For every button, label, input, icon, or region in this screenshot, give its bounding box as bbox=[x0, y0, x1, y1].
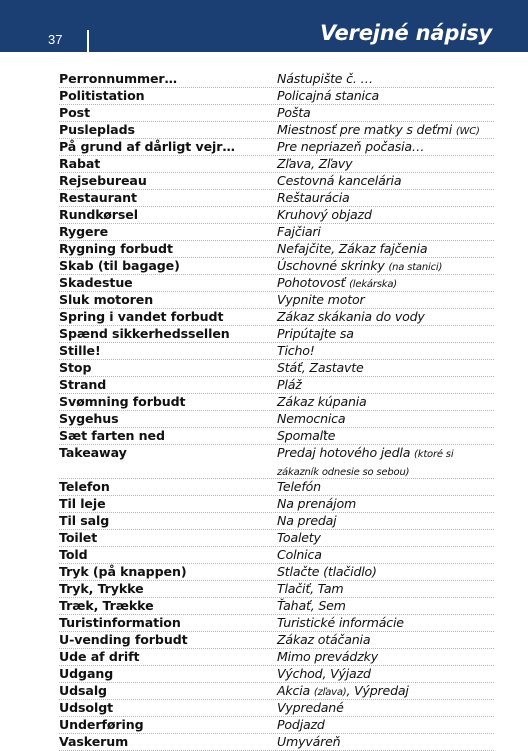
translation-note: (WC) bbox=[455, 126, 480, 137]
danish-term: Spring i vandet forbudt bbox=[59, 309, 224, 324]
list-item bbox=[59, 649, 494, 666]
translation-text: Ťahať, Sem bbox=[277, 598, 346, 613]
page-header bbox=[0, 0, 528, 52]
list-item bbox=[59, 479, 494, 496]
slovak-translation bbox=[277, 190, 494, 206]
list-item bbox=[59, 377, 494, 394]
danish-term: Politistation bbox=[59, 88, 145, 103]
list-item bbox=[59, 717, 494, 734]
danish-term: Ude af drift bbox=[59, 649, 140, 664]
translation-text: Pre nepriazeň počasia… bbox=[277, 139, 425, 154]
danish-term: Underføring bbox=[59, 717, 144, 732]
danish-term: Træk, Trække bbox=[59, 598, 154, 613]
list-item bbox=[59, 173, 494, 190]
danish-term: Rabat bbox=[59, 156, 101, 171]
translation-text: Cestovná kancelária bbox=[277, 173, 402, 188]
list-item bbox=[59, 309, 494, 326]
translation-text: Predaj hotového jedla bbox=[277, 445, 411, 460]
slovak-translation bbox=[277, 513, 494, 529]
translation-text: Policajná stanica bbox=[277, 88, 380, 103]
slovak-translation bbox=[277, 632, 494, 648]
danish-term: På grund af dårligt vejr… bbox=[59, 139, 235, 154]
list-item bbox=[59, 275, 494, 292]
danish-term: Udsalg bbox=[59, 683, 107, 698]
list-item bbox=[59, 615, 494, 632]
translation-note: (na stanici) bbox=[388, 262, 443, 273]
translation-text: Na prenájom bbox=[277, 496, 357, 511]
list-item bbox=[59, 241, 494, 258]
danish-term: Telefon bbox=[59, 479, 110, 494]
translation-text: Fajčiari bbox=[277, 224, 321, 239]
danish-term: Rundkørsel bbox=[59, 207, 138, 222]
translation-note: (ktoré si zákazník odnesie so sebou) bbox=[277, 449, 454, 478]
list-item bbox=[59, 258, 494, 275]
slovak-translation bbox=[277, 377, 494, 393]
list-item bbox=[59, 530, 494, 547]
list-item bbox=[59, 734, 494, 751]
section-title: Verejné nápisy bbox=[319, 21, 492, 45]
slovak-translation bbox=[277, 615, 494, 631]
slovak-translation bbox=[277, 598, 494, 614]
danish-term: Tryk (på knappen) bbox=[59, 564, 187, 579]
danish-term: Til salg bbox=[59, 513, 110, 528]
translation-text: Colnica bbox=[277, 547, 322, 562]
translation-text: Nefajčite, Zákaz fajčenia bbox=[277, 241, 428, 256]
slovak-translation bbox=[277, 88, 494, 104]
list-item bbox=[59, 564, 494, 581]
danish-term: Told bbox=[59, 547, 88, 562]
slovak-translation bbox=[277, 734, 494, 750]
slovak-translation bbox=[277, 530, 494, 546]
slovak-translation bbox=[277, 241, 494, 257]
slovak-translation bbox=[277, 666, 494, 682]
translation-text: Zľava, Zľavy bbox=[277, 156, 353, 171]
translation-text: Nástupište č. … bbox=[277, 71, 373, 86]
translation-text: Mimo prevádzky bbox=[277, 649, 378, 664]
slovak-translation bbox=[277, 717, 494, 733]
list-item bbox=[59, 343, 494, 360]
slovak-translation bbox=[277, 700, 494, 716]
slovak-translation bbox=[277, 224, 494, 240]
list-item bbox=[59, 139, 494, 156]
translation-text: Akcia bbox=[277, 683, 311, 698]
list-item bbox=[59, 71, 494, 88]
danish-term: Rejsebureau bbox=[59, 173, 147, 188]
list-item bbox=[59, 632, 494, 649]
danish-term: Vaskerum bbox=[59, 734, 129, 749]
slovak-translation bbox=[277, 156, 494, 172]
translation-text: Stlačte (tlačidlo) bbox=[277, 564, 377, 579]
danish-term: Takeaway bbox=[59, 445, 127, 460]
list-item bbox=[59, 683, 494, 700]
danish-term: U-vending forbudt bbox=[59, 632, 188, 647]
danish-term: Skab (til bagage) bbox=[59, 258, 180, 273]
translation-text: Reštaurácia bbox=[277, 190, 350, 205]
translation-text: Vypnite motor bbox=[277, 292, 365, 307]
slovak-translation bbox=[277, 445, 494, 481]
slovak-translation bbox=[277, 173, 494, 189]
translation-text: Zákaz otáčania bbox=[277, 632, 371, 647]
slovak-translation bbox=[277, 547, 494, 563]
slovak-translation bbox=[277, 479, 494, 495]
danish-term: Rygere bbox=[59, 224, 109, 239]
translation-text: Ticho! bbox=[277, 343, 315, 358]
slovak-translation bbox=[277, 683, 494, 701]
slovak-translation bbox=[277, 428, 494, 444]
danish-term: Rygning forbudt bbox=[59, 241, 173, 256]
danish-term: Post bbox=[59, 105, 90, 120]
danish-term: Skadestue bbox=[59, 275, 133, 290]
list-item bbox=[59, 445, 494, 479]
danish-term: Sluk motoren bbox=[59, 292, 154, 307]
danish-term: Sygehus bbox=[59, 411, 119, 426]
translation-note: (lekárska) bbox=[349, 279, 398, 290]
list-item bbox=[59, 700, 494, 717]
translation-text-continued: , Výpredaj bbox=[346, 683, 409, 698]
header-divider bbox=[87, 30, 89, 52]
slovak-translation bbox=[277, 496, 494, 512]
list-item bbox=[59, 88, 494, 105]
slovak-translation bbox=[277, 258, 494, 276]
danish-term: Udsolgt bbox=[59, 700, 114, 715]
list-item bbox=[59, 190, 494, 207]
danish-term: Restaurant bbox=[59, 190, 137, 205]
slovak-translation bbox=[277, 581, 494, 597]
list-item bbox=[59, 360, 494, 377]
list-item bbox=[59, 292, 494, 309]
translation-text: Umyváreň bbox=[277, 734, 341, 749]
translation-text: Úschovné skrinky bbox=[277, 258, 385, 273]
translation-text: Východ, Výjazd bbox=[277, 666, 371, 681]
list-item bbox=[59, 581, 494, 598]
list-item bbox=[59, 105, 494, 122]
slovak-translation bbox=[277, 71, 494, 87]
translation-text: Zákaz kúpania bbox=[277, 394, 367, 409]
danish-term: Spænd sikkerhedssellen bbox=[59, 326, 230, 341]
list-item bbox=[59, 496, 494, 513]
danish-term: Svømning forbudt bbox=[59, 394, 186, 409]
translation-text: Spomaľte bbox=[277, 428, 336, 443]
danish-term: Sæt farten ned bbox=[59, 428, 165, 443]
list-item bbox=[59, 598, 494, 615]
list-item bbox=[59, 513, 494, 530]
slovak-translation bbox=[277, 360, 494, 376]
danish-term: Stop bbox=[59, 360, 92, 375]
slovak-translation bbox=[277, 411, 494, 427]
danish-term: Stille! bbox=[59, 343, 101, 358]
translation-text: Pripútajte sa bbox=[277, 326, 354, 341]
translation-text: Stáť, Zastavte bbox=[277, 360, 364, 375]
slovak-translation bbox=[277, 326, 494, 342]
phrase-list bbox=[59, 71, 494, 751]
list-item bbox=[59, 547, 494, 564]
translation-text: Na predaj bbox=[277, 513, 337, 528]
translation-note: (zľava) bbox=[313, 687, 347, 698]
slovak-translation bbox=[277, 394, 494, 410]
translation-text: Turistické informácie bbox=[277, 615, 404, 630]
translation-text: Pohotovosť bbox=[277, 275, 346, 290]
translation-text: Nemocnica bbox=[277, 411, 346, 426]
slovak-translation bbox=[277, 122, 494, 140]
list-item bbox=[59, 411, 494, 428]
slovak-translation bbox=[277, 105, 494, 121]
list-item bbox=[59, 224, 494, 241]
list-item bbox=[59, 122, 494, 139]
translation-text: Pošta bbox=[277, 105, 311, 120]
danish-term: Til leje bbox=[59, 496, 106, 511]
translation-text: Pláž bbox=[277, 377, 302, 392]
danish-term: Perronnummer… bbox=[59, 71, 178, 86]
danish-term: Toilet bbox=[59, 530, 98, 545]
slovak-translation bbox=[277, 343, 494, 359]
list-item bbox=[59, 394, 494, 411]
translation-text: Telefón bbox=[277, 479, 321, 494]
slovak-translation bbox=[277, 564, 494, 580]
danish-term: Turistinformation bbox=[59, 615, 181, 630]
list-item bbox=[59, 326, 494, 343]
page-number: 37 bbox=[48, 32, 63, 47]
translation-text: Zákaz skákania do vody bbox=[277, 309, 425, 324]
slovak-translation bbox=[277, 207, 494, 223]
translation-text: Podjazd bbox=[277, 717, 325, 732]
slovak-translation bbox=[277, 275, 494, 293]
translation-text: Toalety bbox=[277, 530, 321, 545]
translation-text: Kruhový objazd bbox=[277, 207, 372, 222]
slovak-translation bbox=[277, 309, 494, 325]
slovak-translation bbox=[277, 292, 494, 308]
list-item bbox=[59, 156, 494, 173]
list-item bbox=[59, 666, 494, 683]
danish-term: Pusleplads bbox=[59, 122, 135, 137]
translation-text: Vypredané bbox=[277, 700, 344, 715]
danish-term: Tryk, Trykke bbox=[59, 581, 144, 596]
slovak-translation bbox=[277, 139, 494, 155]
danish-term: Udgang bbox=[59, 666, 114, 681]
list-item bbox=[59, 428, 494, 445]
translation-text: Miestnosť pre matky s deťmi bbox=[277, 122, 453, 137]
danish-term: Strand bbox=[59, 377, 107, 392]
translation-text: Tlačiť, Tam bbox=[277, 581, 344, 596]
slovak-translation bbox=[277, 649, 494, 665]
list-item bbox=[59, 207, 494, 224]
